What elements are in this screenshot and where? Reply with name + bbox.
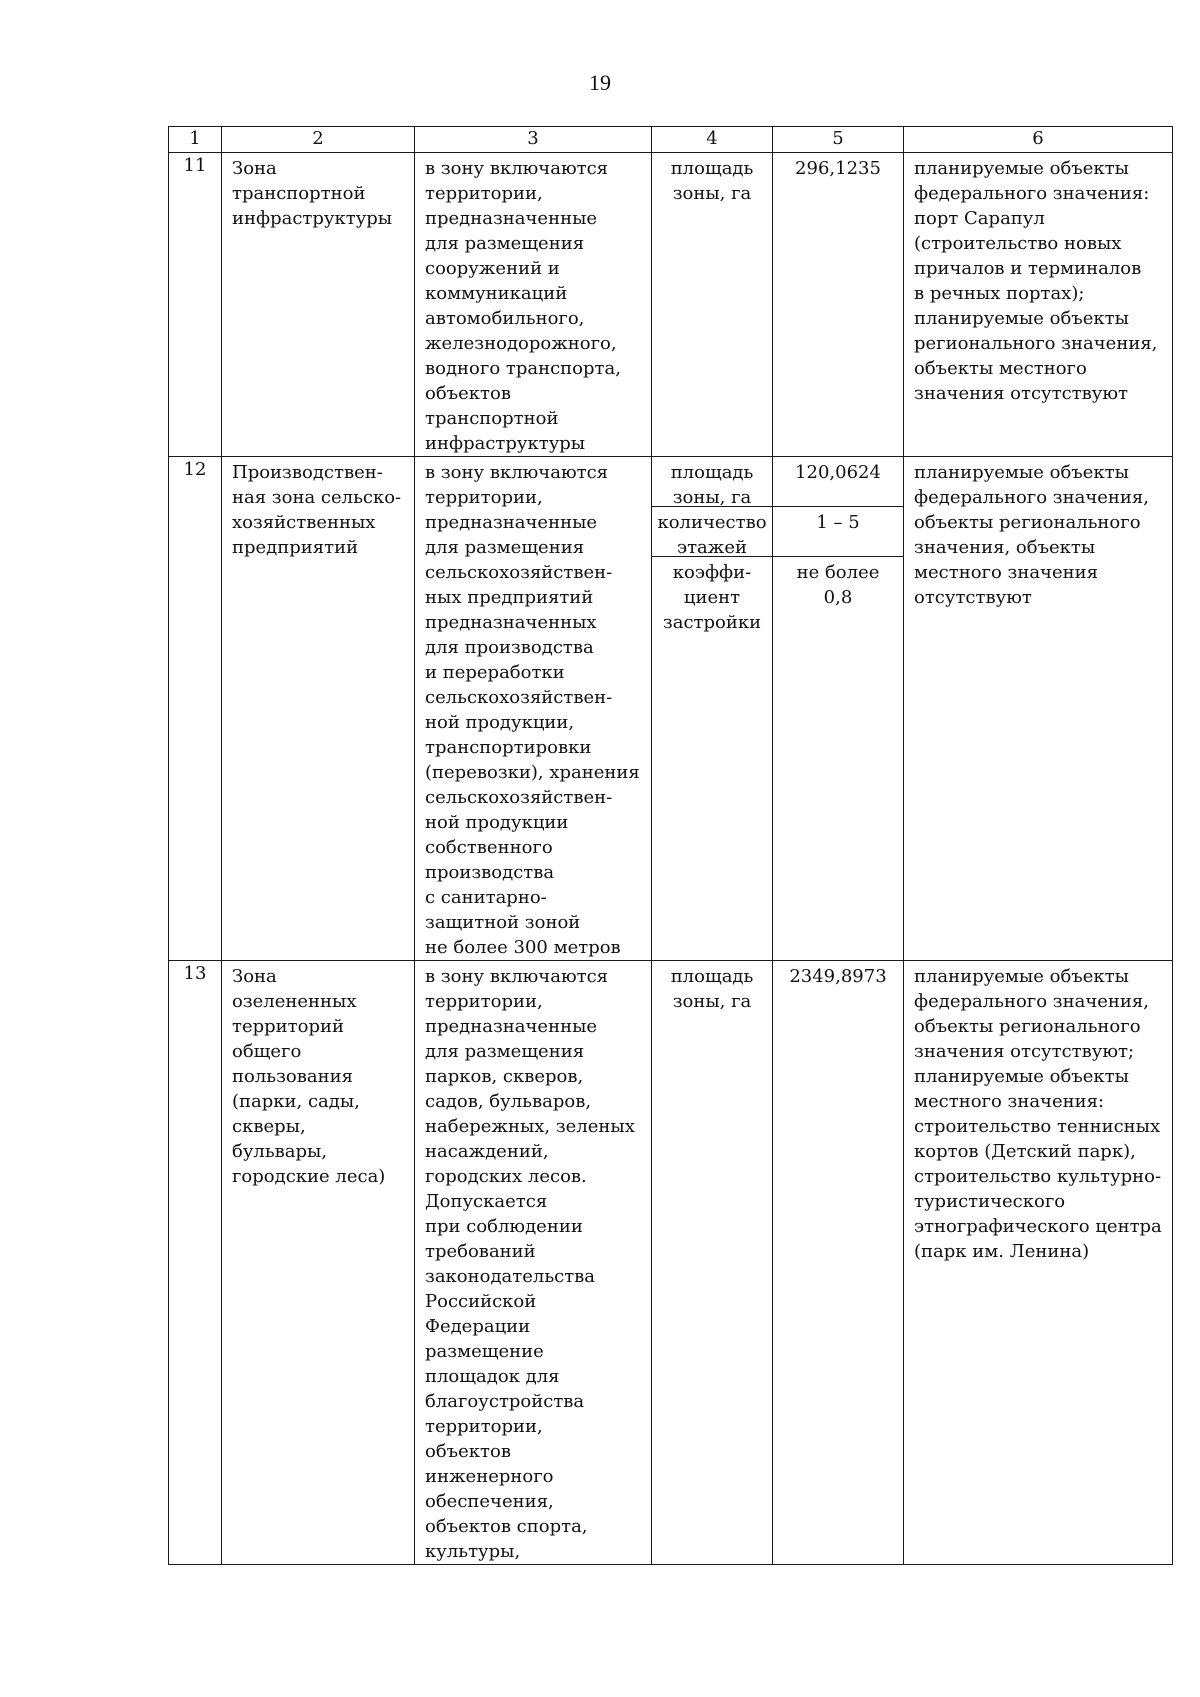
zone-description-line: предназначенные	[425, 512, 598, 533]
zone-description-line: с санитарно-	[425, 887, 547, 908]
zone-description-line: объектов спорта,	[425, 1516, 588, 1537]
parameter-value	[773, 557, 903, 610]
zone-description-line: Допускается	[425, 1191, 548, 1212]
zone-description-line: предназначенных	[425, 612, 597, 633]
zone-description-line: площадок для	[425, 1366, 560, 1387]
planned-objects-line: строительство культурно-	[914, 1166, 1162, 1187]
zone-description-line: автомобильного,	[425, 308, 585, 329]
zone-description-line: собственного	[425, 837, 553, 858]
parameter-name-line: количество	[657, 512, 767, 533]
parameter-name-line: площадь	[670, 966, 754, 987]
zone-description-line: размещение	[425, 1341, 544, 1362]
zone-description-line: для размещения	[425, 1041, 585, 1062]
planned-objects-line: туристического	[914, 1191, 1066, 1212]
zone-description-line: ной продукции	[425, 812, 569, 833]
zone-description-line: территории,	[425, 1416, 543, 1437]
zone-description-line: коммуникаций	[425, 283, 568, 304]
parameter-name-line: площадь	[670, 462, 754, 483]
parameter-name	[652, 153, 772, 206]
planned-objects-line: (строительство новых	[914, 233, 1122, 254]
parameter-value	[773, 153, 903, 181]
table-row	[169, 961, 1173, 1565]
zone-description-line: обеспечения,	[425, 1491, 554, 1512]
header-cell-1: 1	[169, 127, 222, 153]
planned-objects-line: причалов и терминалов	[914, 258, 1142, 279]
zone-description-line: садов, бульваров,	[425, 1091, 592, 1112]
zone-name-cell	[222, 153, 415, 457]
zone-description-line: в зону включаются	[425, 462, 609, 483]
zone-description-line: инженерного	[425, 1466, 554, 1487]
parameter-name	[652, 507, 772, 557]
planned-objects-line: местного значения:	[914, 1091, 1105, 1112]
row-number-cell: 13	[169, 961, 222, 1565]
zone-name-line: Производствен-	[232, 462, 383, 483]
zone-name-line: предприятий	[232, 537, 359, 558]
planned-objects-line: федерального значения:	[914, 183, 1150, 204]
planned-objects-line: планируемые объекты	[914, 1066, 1129, 1087]
zone-description-line: набережных, зеленых	[425, 1116, 635, 1137]
zone-description-line: благоустройства	[425, 1391, 585, 1412]
page-number: 19	[589, 70, 611, 95]
zone-name-line: бульвары,	[232, 1141, 328, 1162]
zone-name-line: скверы,	[232, 1116, 306, 1137]
planned-objects-line: значения отсутствуют	[914, 383, 1128, 404]
zone-name-line: инфраструктуры	[232, 208, 393, 229]
parameter-value-cell	[773, 153, 904, 457]
row-number-cell: 12	[169, 457, 222, 961]
parameter-value-cell	[773, 457, 904, 961]
parameter-name-line: площадь	[670, 158, 754, 179]
header-cell-5: 5	[773, 127, 904, 153]
zone-name-line: хозяйственных	[232, 512, 376, 533]
parameter-value-cell	[773, 961, 904, 1565]
parameter-name-line: зоны, га	[672, 991, 752, 1012]
header-cell-4: 4	[652, 127, 773, 153]
zone-description-line: предназначенные	[425, 208, 598, 229]
zone-description-line: сельскохозяйствен-	[425, 687, 613, 708]
zone-description-line: ных предприятий	[425, 587, 594, 608]
planned-objects-line: отсутствуют	[914, 587, 1032, 608]
planned-objects-line: кортов (Детский парк),	[914, 1141, 1136, 1162]
zone-description-line: и переработки	[425, 662, 565, 683]
header-cell-6: 6	[904, 127, 1173, 153]
zone-name-line: (парки, сады,	[232, 1091, 360, 1112]
header-cell-3: 3	[415, 127, 652, 153]
zone-description-line: сооружений и	[425, 258, 560, 279]
parameter-name-cell	[652, 961, 773, 1565]
zone-name-line: общего	[232, 1041, 302, 1062]
zone-description-line: парков, скверов,	[425, 1066, 584, 1087]
zone-description-line: Федерации	[425, 1316, 531, 1337]
parameter-name-line: зоны, га	[672, 183, 752, 204]
planned-objects-line: объекты регионального	[914, 512, 1141, 533]
parameter-name-cell	[652, 457, 773, 961]
zone-name-line: городские леса)	[232, 1166, 386, 1187]
zone-description-line: предназначенные	[425, 1016, 598, 1037]
planned-objects-line: порт Сарапул	[914, 208, 1045, 229]
parameter-name	[652, 557, 772, 635]
zone-description-line: при соблюдении	[425, 1216, 583, 1237]
zone-description-line: защитной зоной	[425, 912, 581, 933]
planned-objects-line: этнографического центра	[914, 1216, 1162, 1237]
zone-description-line: территории,	[425, 183, 543, 204]
parameter-name-cell	[652, 153, 773, 457]
zone-description-line: транспортной	[425, 408, 559, 429]
parameter-value-line: 1 – 5	[816, 512, 860, 533]
zone-description-line: железнодорожного,	[425, 333, 617, 354]
planned-objects-line: местного значения	[914, 562, 1098, 583]
planned-objects-line: (парк им. Ленина)	[914, 1241, 1090, 1262]
table-row	[169, 153, 1173, 457]
zone-description-line: для производства	[425, 637, 594, 658]
planned-objects-line: объекты регионального	[914, 1016, 1141, 1037]
zone-name-cell	[222, 457, 415, 961]
zone-description-line: сельскохозяйствен-	[425, 562, 613, 583]
planned-objects-line: планируемые объекты	[914, 462, 1129, 483]
parameter-name-line: застройки	[662, 612, 762, 633]
parameter-value-line: 0,8	[823, 587, 853, 608]
parameter-name-line: зоны, га	[672, 487, 752, 508]
zone-description-line: для размещения	[425, 233, 585, 254]
zone-description-line: территории,	[425, 991, 543, 1012]
zone-description-line: водного транспорта,	[425, 358, 621, 379]
zone-name-line: территорий	[232, 1016, 344, 1037]
zone-description-line: городских лесов.	[425, 1166, 587, 1187]
parameter-name-line: коэффи-	[672, 562, 752, 583]
zone-description-line: сельскохозяйствен-	[425, 787, 613, 808]
zone-name-line: ная зона сельско-	[232, 487, 402, 508]
planned-objects-line: федерального значения,	[914, 487, 1149, 508]
zone-description-line: Российской	[425, 1291, 537, 1312]
parameter-name	[652, 457, 772, 507]
planned-objects-line: значения отсутствуют;	[914, 1041, 1135, 1062]
parameter-value-line: не более	[796, 562, 880, 583]
parameter-value-line: 296,1235	[795, 158, 881, 179]
parameter-name-line: этажей	[677, 537, 747, 558]
zoning-table	[168, 126, 1173, 1565]
planned-objects-cell	[904, 961, 1173, 1565]
planned-objects-line: планируемые объекты	[914, 966, 1129, 987]
parameter-name-line: циент	[683, 587, 741, 608]
zone-description-line: насаждений,	[425, 1141, 549, 1162]
zone-description-line: в зону включаются	[425, 158, 609, 179]
zone-name-line: пользования	[232, 1066, 353, 1087]
parameter-value-line: 120,0624	[795, 462, 881, 483]
zone-name-line: транспортной	[232, 183, 366, 204]
parameter-value	[773, 507, 903, 557]
zone-description-line: требований	[425, 1241, 536, 1262]
zone-name-line: озелененных	[232, 991, 357, 1012]
zone-description-line: для размещения	[425, 537, 585, 558]
zone-description-line: объектов	[425, 383, 511, 404]
zone-description-line: культуры,	[425, 1541, 521, 1562]
zone-description-line: (перевозки), хранения	[425, 762, 640, 783]
zone-description-line: ной продукции,	[425, 712, 575, 733]
zone-description-line: не более 300 метров	[425, 937, 621, 958]
header-cell-2: 2	[222, 127, 415, 153]
planned-objects-line: регионального значения,	[914, 333, 1158, 354]
zone-name-cell	[222, 961, 415, 1565]
planned-objects-line: планируемые объекты	[914, 158, 1129, 179]
table-row	[169, 457, 1173, 961]
parameter-value	[773, 961, 903, 989]
zone-name-line: Зона	[232, 158, 277, 179]
parameter-value-line: 2349,8973	[789, 966, 887, 987]
zone-name-line: Зона	[232, 966, 277, 987]
planned-objects-line: в речных портах);	[914, 283, 1085, 304]
zone-description-cell	[415, 457, 652, 961]
zone-description-line: законодательства	[425, 1266, 596, 1287]
planned-objects-line: объекты местного	[914, 358, 1087, 379]
header-row	[169, 127, 1173, 153]
zone-description-line: территории,	[425, 487, 543, 508]
planned-objects-line: планируемые объекты	[914, 308, 1129, 329]
parameter-name	[652, 961, 772, 1014]
zone-description-line: в зону включаются	[425, 966, 609, 987]
planned-objects-line: значения, объекты	[914, 537, 1096, 558]
zone-description-line: производства	[425, 862, 555, 883]
zone-description-line: транспортировки	[425, 737, 592, 758]
planned-objects-line: строительство теннисных	[914, 1116, 1161, 1137]
zone-description-line: объектов	[425, 1441, 511, 1462]
planned-objects-line: федерального значения,	[914, 991, 1149, 1012]
planned-objects-cell	[904, 457, 1173, 961]
planned-objects-cell	[904, 153, 1173, 457]
zone-description-line: инфраструктуры	[425, 433, 586, 454]
zone-description-cell	[415, 153, 652, 457]
parameter-value	[773, 457, 903, 507]
row-number-cell: 11	[169, 153, 222, 457]
zone-description-cell	[415, 961, 652, 1565]
